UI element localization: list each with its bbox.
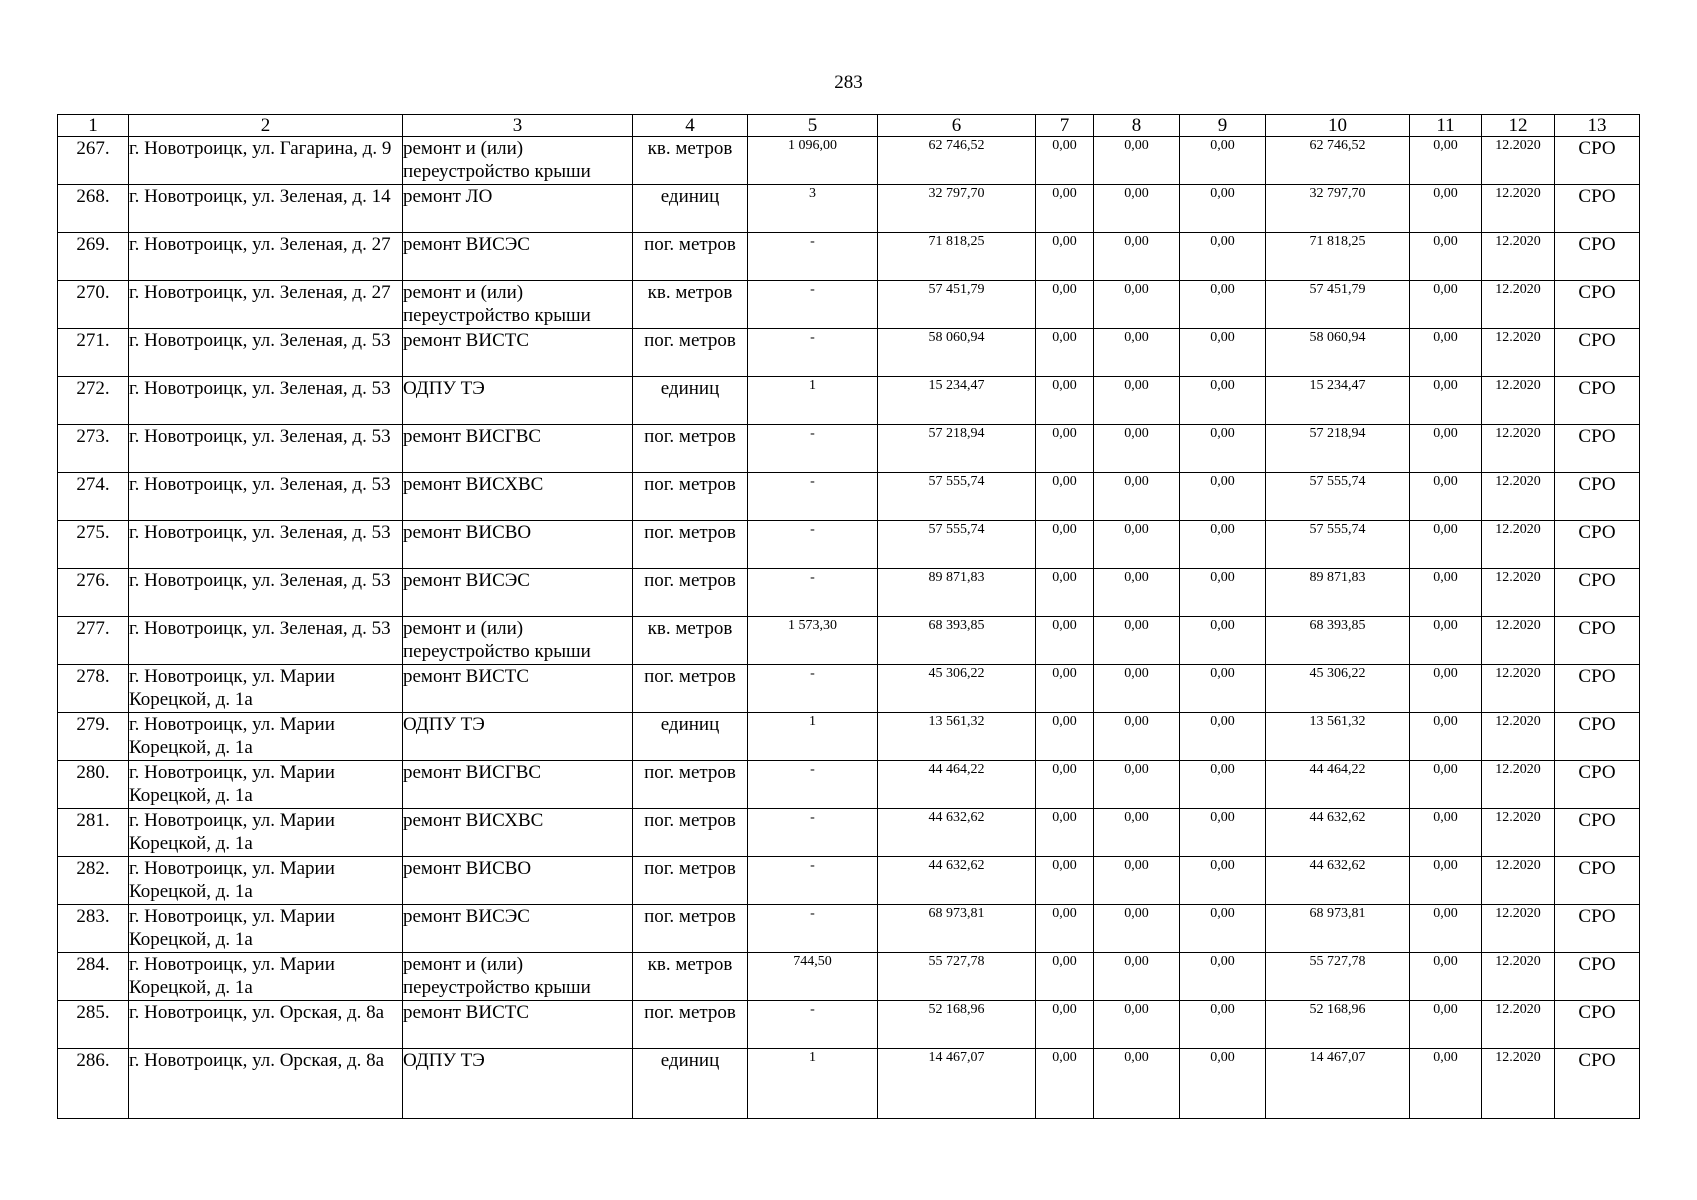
- table-row: [58, 329, 1640, 377]
- deadline-cell: 12.2020: [1482, 617, 1555, 665]
- total-cost-cell: 32 797,70: [878, 185, 1036, 233]
- total-cost-cell: 68 973,81: [878, 905, 1036, 953]
- address-cell: г. Новотроицк, ул. Марии Корецкой, д. 1а: [129, 761, 403, 809]
- unit-cell: пог. метров: [633, 665, 748, 713]
- fund-cell: 0,00: [1036, 377, 1094, 425]
- work-type-cell: ОДПУ ТЭ: [403, 1049, 633, 1119]
- volume-cell: 3: [748, 185, 878, 233]
- unit-cell: единиц: [633, 185, 748, 233]
- fund-cell: 0,00: [1036, 185, 1094, 233]
- row-number: 274.: [58, 473, 129, 521]
- local-budget-cell: 0,00: [1180, 761, 1266, 809]
- volume-cell: -: [748, 473, 878, 521]
- work-type-cell: ремонт ВИСТС: [403, 1001, 633, 1049]
- work-type-cell: ремонт ВИСЭС: [403, 569, 633, 617]
- deadline-cell: 12.2020: [1482, 761, 1555, 809]
- deadline-cell: 12.2020: [1482, 137, 1555, 185]
- deadline-cell: 12.2020: [1482, 809, 1555, 857]
- owners-funds-cell: 89 871,83: [1266, 569, 1410, 617]
- total-cost-cell: 44 464,22: [878, 761, 1036, 809]
- address-cell: г. Новотроицк, ул. Марии Корецкой, д. 1а: [129, 953, 403, 1001]
- budget-cell: 0,00: [1094, 857, 1180, 905]
- method-cell: СРО: [1555, 809, 1640, 857]
- column-header-3: 3: [403, 115, 633, 137]
- column-header-2: 2: [129, 115, 403, 137]
- other-funds-cell: 0,00: [1410, 569, 1482, 617]
- row-number: 271.: [58, 329, 129, 377]
- address-cell: г. Новотроицк, ул. Марии Корецкой, д. 1а: [129, 665, 403, 713]
- other-funds-cell: 0,00: [1410, 1049, 1482, 1119]
- address-cell: г. Новотроицк, ул. Зеленая, д. 53: [129, 521, 403, 569]
- volume-cell: 1 573,30: [748, 617, 878, 665]
- deadline-cell: 12.2020: [1482, 377, 1555, 425]
- deadline-cell: 12.2020: [1482, 521, 1555, 569]
- total-cost-cell: 68 393,85: [878, 617, 1036, 665]
- deadline-cell: 12.2020: [1482, 713, 1555, 761]
- deadline-cell: 12.2020: [1482, 233, 1555, 281]
- unit-cell: кв. метров: [633, 953, 748, 1001]
- budget-cell: 0,00: [1094, 185, 1180, 233]
- row-number: 279.: [58, 713, 129, 761]
- table-row: [58, 377, 1640, 425]
- volume-cell: -: [748, 905, 878, 953]
- volume-cell: -: [748, 233, 878, 281]
- table-row: [58, 809, 1640, 857]
- local-budget-cell: 0,00: [1180, 329, 1266, 377]
- work-type-cell: ремонт ВИСГВС: [403, 761, 633, 809]
- fund-cell: 0,00: [1036, 329, 1094, 377]
- deadline-cell: 12.2020: [1482, 569, 1555, 617]
- fund-cell: 0,00: [1036, 1001, 1094, 1049]
- deadline-cell: 12.2020: [1482, 857, 1555, 905]
- budget-cell: 0,00: [1094, 1049, 1180, 1119]
- address-cell: г. Новотроицк, ул. Зеленая, д. 27: [129, 233, 403, 281]
- owners-funds-cell: 14 467,07: [1266, 1049, 1410, 1119]
- total-cost-cell: 44 632,62: [878, 857, 1036, 905]
- owners-funds-cell: 15 234,47: [1266, 377, 1410, 425]
- volume-cell: -: [748, 857, 878, 905]
- fund-cell: 0,00: [1036, 905, 1094, 953]
- local-budget-cell: 0,00: [1180, 713, 1266, 761]
- row-number: 276.: [58, 569, 129, 617]
- budget-cell: 0,00: [1094, 953, 1180, 1001]
- method-cell: СРО: [1555, 281, 1640, 329]
- unit-cell: пог. метров: [633, 1001, 748, 1049]
- volume-cell: -: [748, 809, 878, 857]
- address-cell: г. Новотроицк, ул. Орская, д. 8а: [129, 1001, 403, 1049]
- total-cost-cell: 62 746,52: [878, 137, 1036, 185]
- work-type-cell: ремонт ВИСХВС: [403, 473, 633, 521]
- other-funds-cell: 0,00: [1410, 665, 1482, 713]
- row-number: 286.: [58, 1049, 129, 1119]
- local-budget-cell: 0,00: [1180, 665, 1266, 713]
- deadline-cell: 12.2020: [1482, 473, 1555, 521]
- method-cell: СРО: [1555, 761, 1640, 809]
- work-type-cell: ОДПУ ТЭ: [403, 377, 633, 425]
- capital-repair-table: [57, 114, 1640, 1119]
- table-row: [58, 857, 1640, 905]
- work-type-cell: ремонт ВИСЭС: [403, 905, 633, 953]
- local-budget-cell: 0,00: [1180, 425, 1266, 473]
- total-cost-cell: 57 451,79: [878, 281, 1036, 329]
- other-funds-cell: 0,00: [1410, 137, 1482, 185]
- other-funds-cell: 0,00: [1410, 473, 1482, 521]
- owners-funds-cell: 32 797,70: [1266, 185, 1410, 233]
- deadline-cell: 12.2020: [1482, 185, 1555, 233]
- fund-cell: 0,00: [1036, 857, 1094, 905]
- total-cost-cell: 14 467,07: [878, 1049, 1036, 1119]
- table-row: [58, 473, 1640, 521]
- other-funds-cell: 0,00: [1410, 809, 1482, 857]
- table-row: [58, 233, 1640, 281]
- table-row: [58, 521, 1640, 569]
- method-cell: СРО: [1555, 377, 1640, 425]
- method-cell: СРО: [1555, 233, 1640, 281]
- total-cost-cell: 71 818,25: [878, 233, 1036, 281]
- other-funds-cell: 0,00: [1410, 233, 1482, 281]
- other-funds-cell: 0,00: [1410, 185, 1482, 233]
- local-budget-cell: 0,00: [1180, 569, 1266, 617]
- fund-cell: 0,00: [1036, 809, 1094, 857]
- other-funds-cell: 0,00: [1410, 521, 1482, 569]
- local-budget-cell: 0,00: [1180, 809, 1266, 857]
- volume-cell: 1: [748, 1049, 878, 1119]
- row-number: 269.: [58, 233, 129, 281]
- unit-cell: пог. метров: [633, 569, 748, 617]
- budget-cell: 0,00: [1094, 617, 1180, 665]
- table-row: [58, 569, 1640, 617]
- owners-funds-cell: 44 632,62: [1266, 809, 1410, 857]
- method-cell: СРО: [1555, 857, 1640, 905]
- deadline-cell: 12.2020: [1482, 281, 1555, 329]
- total-cost-cell: 15 234,47: [878, 377, 1036, 425]
- other-funds-cell: 0,00: [1410, 281, 1482, 329]
- address-cell: г. Новотроицк, ул. Гагарина, д. 9: [129, 137, 403, 185]
- address-cell: г. Новотроицк, ул. Марии Корецкой, д. 1а: [129, 713, 403, 761]
- row-number: 284.: [58, 953, 129, 1001]
- table-row: [58, 713, 1640, 761]
- row-number: 275.: [58, 521, 129, 569]
- volume-cell: -: [748, 425, 878, 473]
- column-header-12: 12: [1482, 115, 1555, 137]
- unit-cell: кв. метров: [633, 617, 748, 665]
- budget-cell: 0,00: [1094, 569, 1180, 617]
- budget-cell: 0,00: [1094, 1001, 1180, 1049]
- unit-cell: пог. метров: [633, 233, 748, 281]
- volume-cell: -: [748, 761, 878, 809]
- budget-cell: 0,00: [1094, 905, 1180, 953]
- address-cell: г. Новотроицк, ул. Зеленая, д. 53: [129, 329, 403, 377]
- local-budget-cell: 0,00: [1180, 233, 1266, 281]
- row-number: 267.: [58, 137, 129, 185]
- deadline-cell: 12.2020: [1482, 953, 1555, 1001]
- row-number: 285.: [58, 1001, 129, 1049]
- row-number: 277.: [58, 617, 129, 665]
- budget-cell: 0,00: [1094, 329, 1180, 377]
- unit-cell: пог. метров: [633, 809, 748, 857]
- row-number: 278.: [58, 665, 129, 713]
- budget-cell: 0,00: [1094, 377, 1180, 425]
- work-type-cell: ремонт и (или) переустройство крыши: [403, 137, 633, 185]
- owners-funds-cell: 57 451,79: [1266, 281, 1410, 329]
- address-cell: г. Новотроицк, ул. Зеленая, д. 53: [129, 569, 403, 617]
- method-cell: СРО: [1555, 617, 1640, 665]
- deadline-cell: 12.2020: [1482, 665, 1555, 713]
- unit-cell: кв. метров: [633, 281, 748, 329]
- column-header-13: 13: [1555, 115, 1640, 137]
- total-cost-cell: 57 555,74: [878, 521, 1036, 569]
- budget-cell: 0,00: [1094, 521, 1180, 569]
- other-funds-cell: 0,00: [1410, 617, 1482, 665]
- address-cell: г. Новотроицк, ул. Зеленая, д. 53: [129, 377, 403, 425]
- owners-funds-cell: 44 464,22: [1266, 761, 1410, 809]
- unit-cell: единиц: [633, 713, 748, 761]
- method-cell: СРО: [1555, 137, 1640, 185]
- fund-cell: 0,00: [1036, 665, 1094, 713]
- unit-cell: пог. метров: [633, 761, 748, 809]
- table-row: [58, 281, 1640, 329]
- local-budget-cell: 0,00: [1180, 953, 1266, 1001]
- local-budget-cell: 0,00: [1180, 281, 1266, 329]
- total-cost-cell: 44 632,62: [878, 809, 1036, 857]
- total-cost-cell: 57 555,74: [878, 473, 1036, 521]
- address-cell: г. Новотроицк, ул. Зеленая, д. 53: [129, 617, 403, 665]
- work-type-cell: ремонт ВИСГВС: [403, 425, 633, 473]
- work-type-cell: ремонт ВИСТС: [403, 329, 633, 377]
- deadline-cell: 12.2020: [1482, 1049, 1555, 1119]
- address-cell: г. Новотроицк, ул. Зеленая, д. 53: [129, 425, 403, 473]
- volume-cell: 1 096,00: [748, 137, 878, 185]
- other-funds-cell: 0,00: [1410, 905, 1482, 953]
- unit-cell: пог. метров: [633, 329, 748, 377]
- local-budget-cell: 0,00: [1180, 617, 1266, 665]
- local-budget-cell: 0,00: [1180, 377, 1266, 425]
- volume-cell: 1: [748, 713, 878, 761]
- fund-cell: 0,00: [1036, 761, 1094, 809]
- budget-cell: 0,00: [1094, 809, 1180, 857]
- budget-cell: 0,00: [1094, 425, 1180, 473]
- row-number: 273.: [58, 425, 129, 473]
- address-cell: г. Новотроицк, ул. Зеленая, д. 27: [129, 281, 403, 329]
- method-cell: СРО: [1555, 329, 1640, 377]
- row-number: 283.: [58, 905, 129, 953]
- page-number: 283: [834, 72, 863, 93]
- work-type-cell: ремонт ВИСХВС: [403, 809, 633, 857]
- owners-funds-cell: 68 973,81: [1266, 905, 1410, 953]
- row-number: 281.: [58, 809, 129, 857]
- work-type-cell: ремонт ВИСЭС: [403, 233, 633, 281]
- other-funds-cell: 0,00: [1410, 857, 1482, 905]
- other-funds-cell: 0,00: [1410, 425, 1482, 473]
- table-row: [58, 665, 1640, 713]
- total-cost-cell: 55 727,78: [878, 953, 1036, 1001]
- work-type-cell: ремонт и (или) переустройство крыши: [403, 281, 633, 329]
- fund-cell: 0,00: [1036, 713, 1094, 761]
- method-cell: СРО: [1555, 425, 1640, 473]
- fund-cell: 0,00: [1036, 473, 1094, 521]
- owners-funds-cell: 55 727,78: [1266, 953, 1410, 1001]
- address-cell: г. Новотроицк, ул. Марии Корецкой, д. 1а: [129, 905, 403, 953]
- table-header-row: [58, 115, 1640, 137]
- volume-cell: 1: [748, 377, 878, 425]
- other-funds-cell: 0,00: [1410, 761, 1482, 809]
- budget-cell: 0,00: [1094, 473, 1180, 521]
- owners-funds-cell: 71 818,25: [1266, 233, 1410, 281]
- method-cell: СРО: [1555, 713, 1640, 761]
- method-cell: СРО: [1555, 905, 1640, 953]
- row-number: 268.: [58, 185, 129, 233]
- total-cost-cell: 45 306,22: [878, 665, 1036, 713]
- budget-cell: 0,00: [1094, 281, 1180, 329]
- unit-cell: пог. метров: [633, 905, 748, 953]
- fund-cell: 0,00: [1036, 953, 1094, 1001]
- address-cell: г. Новотроицк, ул. Марии Корецкой, д. 1а: [129, 857, 403, 905]
- unit-cell: пог. метров: [633, 857, 748, 905]
- deadline-cell: 12.2020: [1482, 329, 1555, 377]
- column-header-10: 10: [1266, 115, 1410, 137]
- local-budget-cell: 0,00: [1180, 905, 1266, 953]
- owners-funds-cell: 57 555,74: [1266, 473, 1410, 521]
- owners-funds-cell: 62 746,52: [1266, 137, 1410, 185]
- work-type-cell: ремонт ВИСВО: [403, 521, 633, 569]
- address-cell: г. Новотроицк, ул. Орская, д. 8а: [129, 1049, 403, 1119]
- method-cell: СРО: [1555, 569, 1640, 617]
- budget-cell: 0,00: [1094, 665, 1180, 713]
- local-budget-cell: 0,00: [1180, 1049, 1266, 1119]
- total-cost-cell: 52 168,96: [878, 1001, 1036, 1049]
- other-funds-cell: 0,00: [1410, 377, 1482, 425]
- row-number: 272.: [58, 377, 129, 425]
- fund-cell: 0,00: [1036, 233, 1094, 281]
- table-row: [58, 425, 1640, 473]
- volume-cell: -: [748, 521, 878, 569]
- other-funds-cell: 0,00: [1410, 329, 1482, 377]
- unit-cell: единиц: [633, 377, 748, 425]
- table-row: [58, 1049, 1640, 1119]
- volume-cell: 744,50: [748, 953, 878, 1001]
- method-cell: СРО: [1555, 473, 1640, 521]
- other-funds-cell: 0,00: [1410, 1001, 1482, 1049]
- volume-cell: -: [748, 329, 878, 377]
- fund-cell: 0,00: [1036, 281, 1094, 329]
- owners-funds-cell: 13 561,32: [1266, 713, 1410, 761]
- row-number: 270.: [58, 281, 129, 329]
- table-body: [58, 137, 1640, 1119]
- column-header-9: 9: [1180, 115, 1266, 137]
- method-cell: СРО: [1555, 1049, 1640, 1119]
- total-cost-cell: 13 561,32: [878, 713, 1036, 761]
- total-cost-cell: 89 871,83: [878, 569, 1036, 617]
- work-type-cell: ремонт и (или) переустройство крыши: [403, 617, 633, 665]
- budget-cell: 0,00: [1094, 137, 1180, 185]
- unit-cell: пог. метров: [633, 473, 748, 521]
- owners-funds-cell: 68 393,85: [1266, 617, 1410, 665]
- method-cell: СРО: [1555, 185, 1640, 233]
- owners-funds-cell: 57 218,94: [1266, 425, 1410, 473]
- work-type-cell: ремонт ВИСВО: [403, 857, 633, 905]
- volume-cell: -: [748, 569, 878, 617]
- address-cell: г. Новотроицк, ул. Зеленая, д. 53: [129, 473, 403, 521]
- volume-cell: -: [748, 281, 878, 329]
- volume-cell: -: [748, 665, 878, 713]
- work-type-cell: ремонт ЛО: [403, 185, 633, 233]
- method-cell: СРО: [1555, 521, 1640, 569]
- volume-cell: -: [748, 1001, 878, 1049]
- column-header-8: 8: [1094, 115, 1180, 137]
- column-header-4: 4: [633, 115, 748, 137]
- fund-cell: 0,00: [1036, 1049, 1094, 1119]
- column-header-5: 5: [748, 115, 878, 137]
- unit-cell: пог. метров: [633, 425, 748, 473]
- unit-cell: пог. метров: [633, 521, 748, 569]
- local-budget-cell: 0,00: [1180, 137, 1266, 185]
- other-funds-cell: 0,00: [1410, 953, 1482, 1001]
- table-row: [58, 1001, 1640, 1049]
- local-budget-cell: 0,00: [1180, 185, 1266, 233]
- method-cell: СРО: [1555, 665, 1640, 713]
- fund-cell: 0,00: [1036, 569, 1094, 617]
- owners-funds-cell: 44 632,62: [1266, 857, 1410, 905]
- column-header-6: 6: [878, 115, 1036, 137]
- column-header-11: 11: [1410, 115, 1482, 137]
- column-header-7: 7: [1036, 115, 1094, 137]
- row-number: 282.: [58, 857, 129, 905]
- work-type-cell: ОДПУ ТЭ: [403, 713, 633, 761]
- column-header-1: 1: [58, 115, 129, 137]
- owners-funds-cell: 45 306,22: [1266, 665, 1410, 713]
- owners-funds-cell: 58 060,94: [1266, 329, 1410, 377]
- owners-funds-cell: 57 555,74: [1266, 521, 1410, 569]
- work-type-cell: ремонт и (или) переустройство крыши: [403, 953, 633, 1001]
- table-row: [58, 185, 1640, 233]
- fund-cell: 0,00: [1036, 617, 1094, 665]
- method-cell: СРО: [1555, 953, 1640, 1001]
- unit-cell: кв. метров: [633, 137, 748, 185]
- table-row: [58, 137, 1640, 185]
- table-row: [58, 617, 1640, 665]
- table-row: [58, 905, 1640, 953]
- address-cell: г. Новотроицк, ул. Зеленая, д. 14: [129, 185, 403, 233]
- total-cost-cell: 58 060,94: [878, 329, 1036, 377]
- other-funds-cell: 0,00: [1410, 713, 1482, 761]
- address-cell: г. Новотроицк, ул. Марии Корецкой, д. 1а: [129, 809, 403, 857]
- budget-cell: 0,00: [1094, 761, 1180, 809]
- row-number: 280.: [58, 761, 129, 809]
- deadline-cell: 12.2020: [1482, 1001, 1555, 1049]
- table-row: [58, 761, 1640, 809]
- budget-cell: 0,00: [1094, 233, 1180, 281]
- fund-cell: 0,00: [1036, 137, 1094, 185]
- budget-cell: 0,00: [1094, 713, 1180, 761]
- owners-funds-cell: 52 168,96: [1266, 1001, 1410, 1049]
- local-budget-cell: 0,00: [1180, 857, 1266, 905]
- fund-cell: 0,00: [1036, 425, 1094, 473]
- deadline-cell: 12.2020: [1482, 425, 1555, 473]
- method-cell: СРО: [1555, 1001, 1640, 1049]
- deadline-cell: 12.2020: [1482, 905, 1555, 953]
- local-budget-cell: 0,00: [1180, 473, 1266, 521]
- local-budget-cell: 0,00: [1180, 521, 1266, 569]
- unit-cell: единиц: [633, 1049, 748, 1119]
- local-budget-cell: 0,00: [1180, 1001, 1266, 1049]
- work-type-cell: ремонт ВИСТС: [403, 665, 633, 713]
- total-cost-cell: 57 218,94: [878, 425, 1036, 473]
- fund-cell: 0,00: [1036, 521, 1094, 569]
- table-row: [58, 953, 1640, 1001]
